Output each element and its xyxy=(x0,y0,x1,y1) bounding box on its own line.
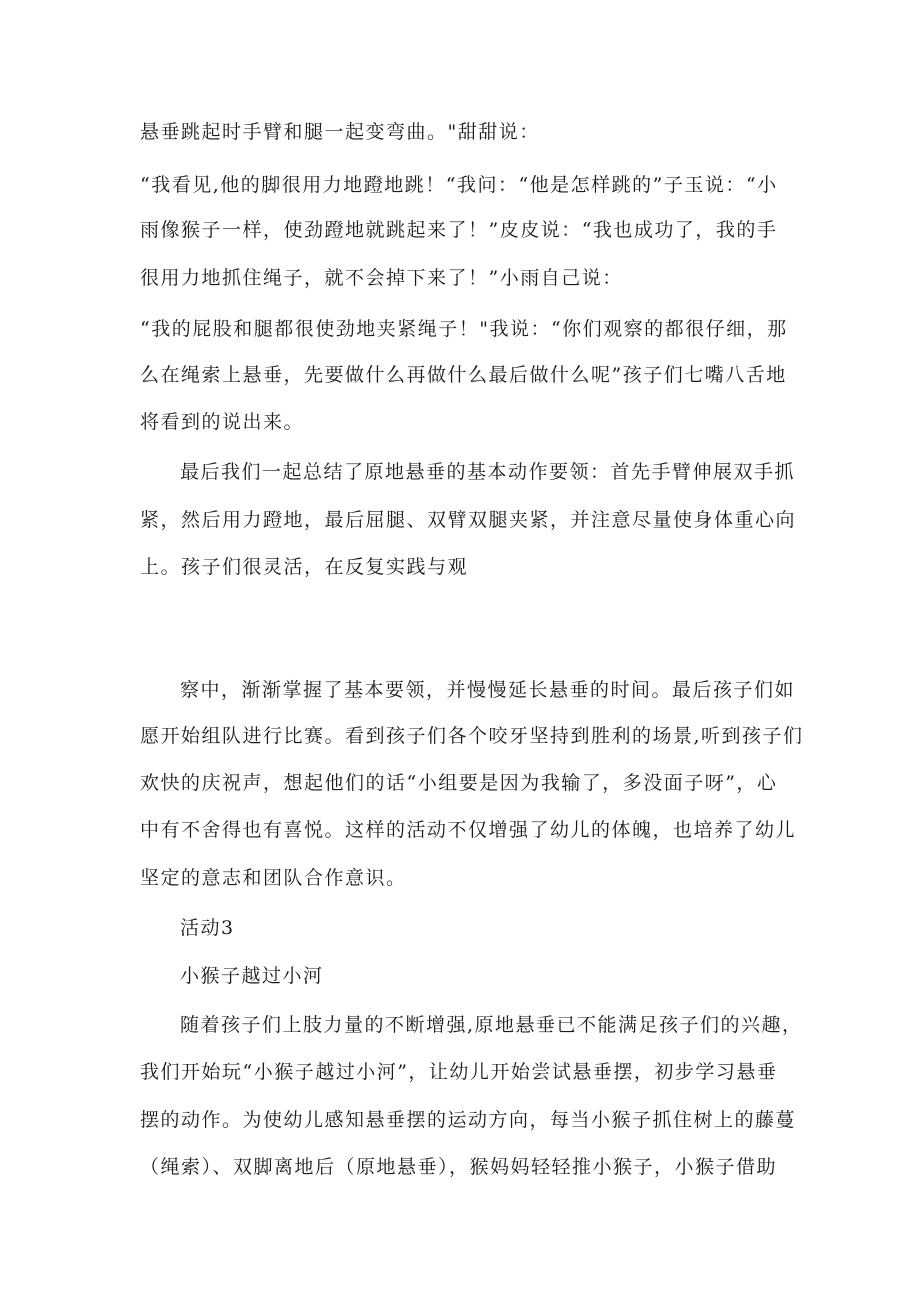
text-line: “我看见,他的脚很用力地蹬地跳！“我问：“他是怎样跳的”子玉说：“小 xyxy=(140,174,778,196)
text-line: 紧，然后用力蹬地，最后屈腿、双臂双腿夹紧，并注意尽量使身体重心向 xyxy=(140,509,797,531)
text-line: 很用力地抓住绳子，就不会掉下来了！”小雨自己说： xyxy=(140,267,623,289)
paragraph-first-line: 最后我们一起总结了原地悬垂的基本动作要领：首先手臂伸展双手抓 xyxy=(180,461,796,483)
text-line: 坚定的意志和团队合作意识。 xyxy=(140,867,407,889)
text-line: 将看到的说出来。 xyxy=(140,411,305,433)
text-line: 欢快的庆祝声，想起他们的话“小组要是因为我输了，多没面子呀”，心 xyxy=(140,772,778,794)
text-line: 悬垂跳起时手臂和腿一起变弯曲。"甜甜说： xyxy=(140,121,540,143)
activity-heading: 活动3 xyxy=(180,917,235,939)
text-line: 愿开始组队进行比赛。看到孩子们各个咬牙坚持到胜利的场景,听到孩子们 xyxy=(140,725,804,747)
text-line: 上。孩子们很灵活，在反复实践与观 xyxy=(140,556,469,578)
paragraph-first-line: 随着孩子们上肢力量的不断增强,原地悬垂已不能满足孩子们的兴趣， xyxy=(180,1014,803,1036)
text-line: 么在绳索上悬垂，先要做什么再做什么最后做什么呢”孩子们七嘴八舌地 xyxy=(140,364,787,386)
text-line: （绳索）、双脚离地后（原地悬垂），猴妈妈轻轻推小猴子，小猴子借助 xyxy=(140,1156,778,1178)
text-line: 雨像猴子一样，使劲蹬地就跳起来了！”皮皮说：“我也成功了，我的手 xyxy=(140,219,778,241)
text-line: 摆的动作。为使幼儿感知悬垂摆的运动方向，每当小猴子抓住树上的藤蔓 xyxy=(140,1109,797,1131)
activity-title: 小猴子越过小河 xyxy=(180,965,324,987)
paragraph-first-line: 察中，渐渐掌握了基本要领，并慢慢延长悬垂的时间。最后孩子们如 xyxy=(180,679,796,701)
text-line: 我们开始玩“小猴子越过小河”，让幼儿开始尝试悬垂摆，初步学习悬垂 xyxy=(140,1061,778,1083)
text-line: “我的屁股和腿都很使劲地夹紧绳子！"我说：“你们观察的都很仔细，那 xyxy=(140,318,788,340)
text-line: 中有不舍得也有喜悦。这样的活动不仅增强了幼儿的体魄，也培养了幼儿 xyxy=(140,819,797,841)
